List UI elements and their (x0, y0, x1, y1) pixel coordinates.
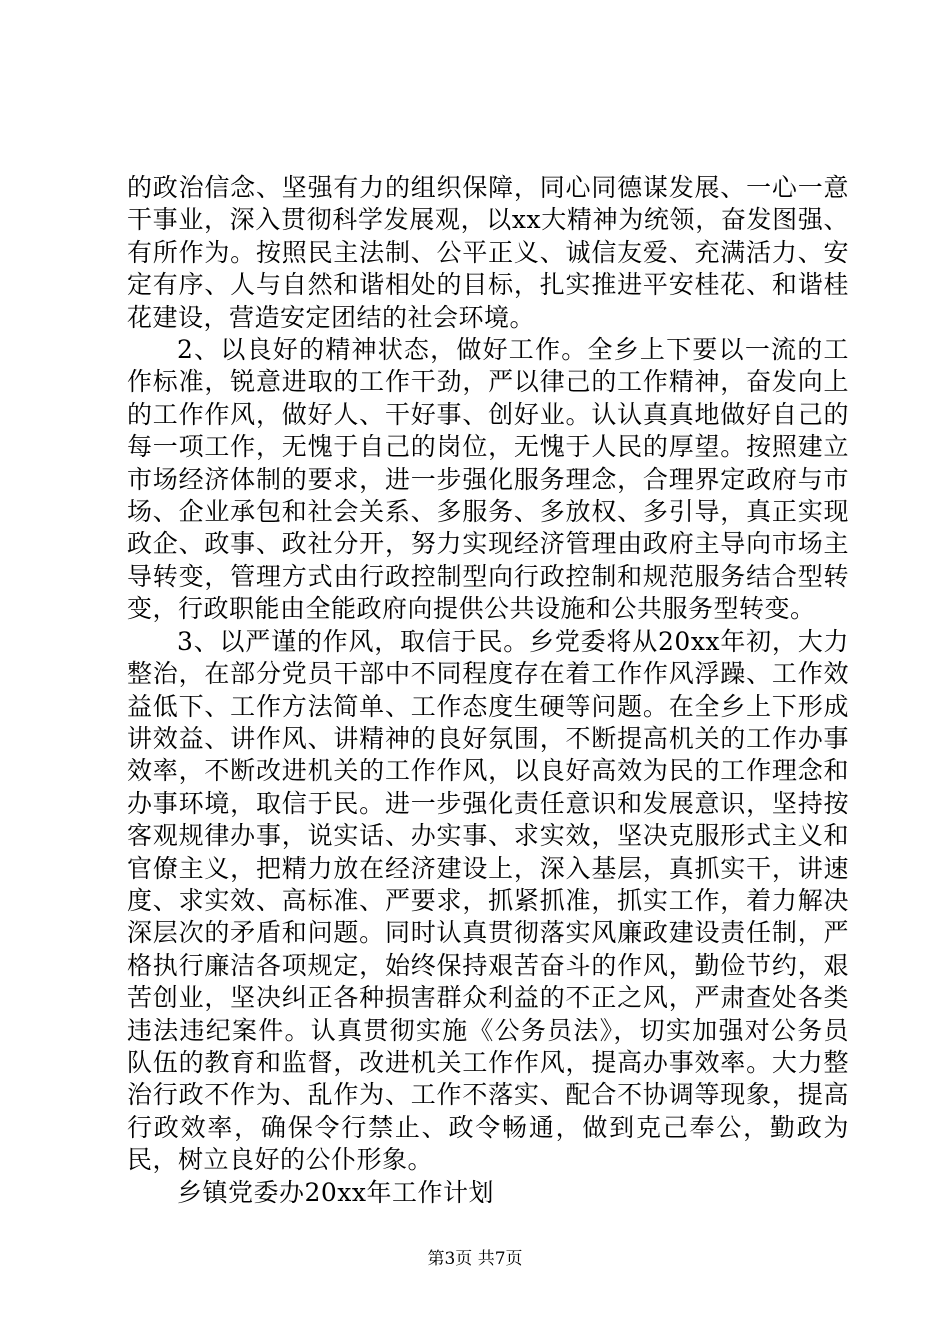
paragraph-continuation: 的政治信念、坚强有力的组织保障，同心同德谋发展、一心一意干事业，深入贯彻科学发展观，以xx大精神为统领，奋发图强、有所作为。按照民主法制、公平正义、诚信友爱、充满活力、安定有序、人与自然和谐相处的目标，扎实推进平安桂花、和谐桂花建设，营造安定团结的社会环境。 (127, 173, 849, 332)
paragraph-item-2: 2、以良好的精神状态，做好工作。全乡上下要以一流的工作标准，锐意进取的工作干劲，严以律己的工作精神，奋发向上的工作作风，做好人、干好事、创好业。认认真真地做好自己的每一项工作，无愧于自己的岗位，无愧于人民的厚望。按照建立市场经济体制的要求，进一步强化服务理念，合理界定政府与市场、企业承包和社会关系、多服务、多放权、多引导，真正实现政企、政事、政社分开，努力实现经济管理由政府主导向市场主导转变，管理方式由行政控制型向行政控制和规范服务结合型转变，行政职能由全能政府向提供公共设施和公共服务型转变。 (127, 335, 849, 624)
paragraph-heading: 乡镇党委办20xx年工作计划 (177, 1177, 495, 1207)
document-body (127, 172, 849, 1209)
page-footer: 第3页 共7页 (427, 1249, 523, 1269)
paragraph-item-3: 3、以严谨的作风，取信于民。乡党委将从20xx年初，大力整治，在部分党员干部中不同程度存在着工作作风浮躁、工作效益低下、工作方法简单、工作态度生硬等问题。在全乡上下形成讲效益、讲作风、讲精神的良好氛围，不断提高机关的工作办事效率，不断改进机关的工作作风，以良好高效为民的工作理念和办事环境，取信于民。进一步强化责任意识和发展意识，坚持按客观规律办事，说实话、办实事、求实效，坚决克服形式主义和官僚主义，把精力放在经济建设上，深入基层，真抓实干，讲速度、求实效、高标准、严要求，抓紧抓准，抓实工作，着力解决深层次的矛盾和问题。同时认真贯彻落实风廉政建设责任制，严格执行廉洁各项规定，始终保持艰苦奋斗的作风，勤俭节约，艰苦创业，坚决纠正各种损害群众利益的不正之风，严肃查处各类违法违纪案件。认真贯彻实施《公务员法》，切实加强对公务员队伍的教育和监督，改进机关工作作风，提高办事效率。大力整治行政不作为、乱作为、工作不落实、配合不协调等现象，提高行政效率，确保令行禁止、政令畅通，做到克己奉公，勤政为民，树立良好的公仆形象。 (127, 626, 849, 1175)
